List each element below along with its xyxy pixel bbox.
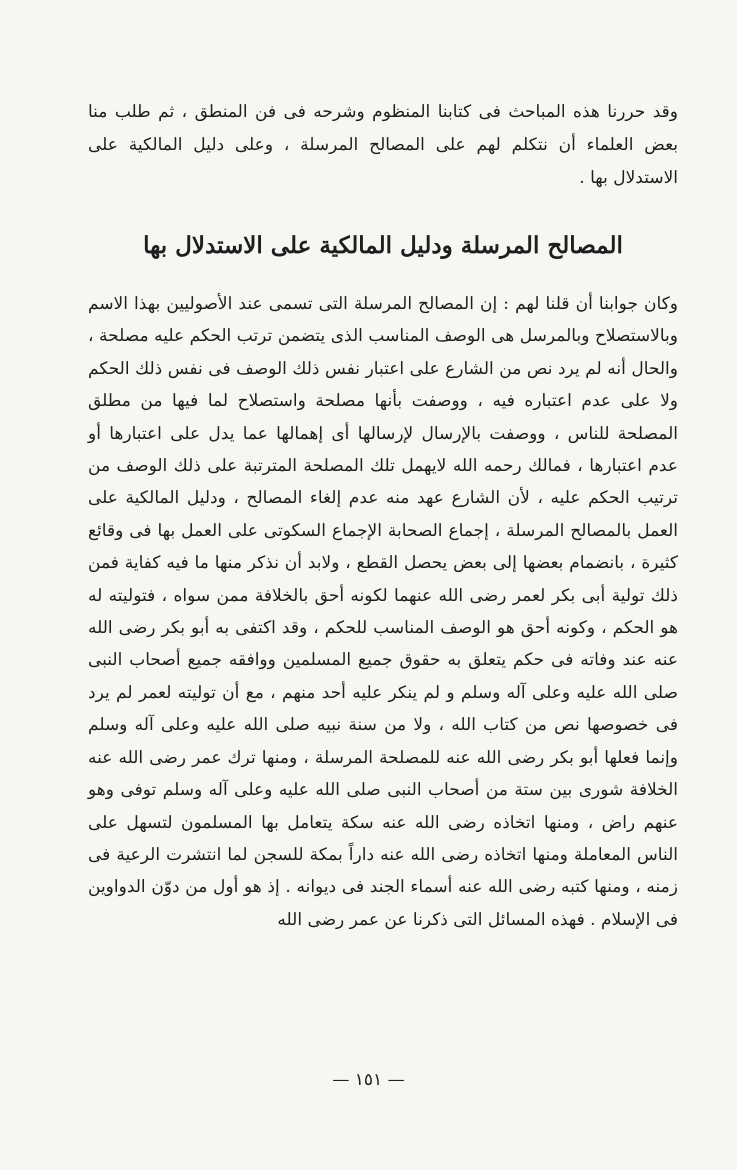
section-heading: المصالح المرسلة ودليل المالكية على الاستدلال بها [143, 232, 623, 259]
page-number: — ١٥١ — [332, 1070, 405, 1090]
intro-paragraph: وقد حررنا هذه المباحث فى كتابنا المنظوم وشرحه فى فن المنطق ، ثم طلب منا بعض العلماء أن نتكلم لهم على المصالح المرسلة ، وعلى دليل المالكية على الاستدلال بها . [88, 102, 678, 188]
body-paragraph: وكان جوابنا أن قلنا لهم : إن المصالح المرسلة التى تسمى عند الأصوليين بهذا الاسم وبالاستصلاح وبالمرسل هى الوصف المناسب الذى يتضمن ترتب الحكم عليه مصلحة ، والحال أنه لم يرد نص من الشارع على اعتبار نفس ذلك الوصف فى نفس ذلك الحكم ولا على عدم اعتباره فيه ، ووصفت بأنها مصلحة واستصلاح لما فيها من مطلق المصلحة للناس ، ووصفت بالإرسال لإرسالها أى إهمالها عما يدل على اعتبارها أو عدم اعتبارها ، فمالك رحمه الله لايهمل تلك المصلحة المترتبة على ذلك الوصف من ترتيب الحكم عليه ، لأن الشارع عهد منه عدم إلغاء المصالح ، ودليل المالكية على العمل بالمصالح المرسلة ، إجماع الصحابة الإجماع السكوتى على العمل بها فى وقائع كثيرة ، بانضمام بعضها إلى بعض يحصل القطع ، ولابد أن نذكر منها ما فيه كفاية فمن ذلك تولية أبى بكر لعمر رضى الله عنهما لكونه أحق بالخلافة ممن سواه ، فتوليته له هو الحكم ، وكونه أحق هو الوصف المناسب للحكم ، وقد اكتفى به أبو بكر رضى الله عنه عند وفاته فى حكم يتعلق به حقوق جميع المسلمين ووافقه جميع أصحاب النبى صلى الله عليه وعلى آله وسلم و لم ينكر عليه أحد منهم ، مع أن توليته لعمر لم يرد فى خصوصها نص من كتاب الله ، ولا من سنة نبيه صلى الله عليه وعلى آله وسلم وإنما فعلها أبو بكر رضى الله عنه للمصلحة المرسلة ، ومنها ترك عمر رضى الله عنه الخلافة شورى بين ستة من أصحاب النبى صلى الله عليه وعلى آله وسلم توفى وهو عنهم راض ، ومنها اتخاذه رضى الله عنه سكة يتعامل بها المسلمون لتسهل على الناس المعاملة ومنها اتخاذه رضى الله عنه داراً بمكة للسجن لما انتشرت الرعية فى زمنه ، ومنها كتبه رضى الله عنه أسماء الجند فى ديوانه . إذ هو أول من دوّن الدواوين فى الإسلام . فهذه المسائل التى ذكرنا عن عمر رضى الله [88, 294, 678, 930]
